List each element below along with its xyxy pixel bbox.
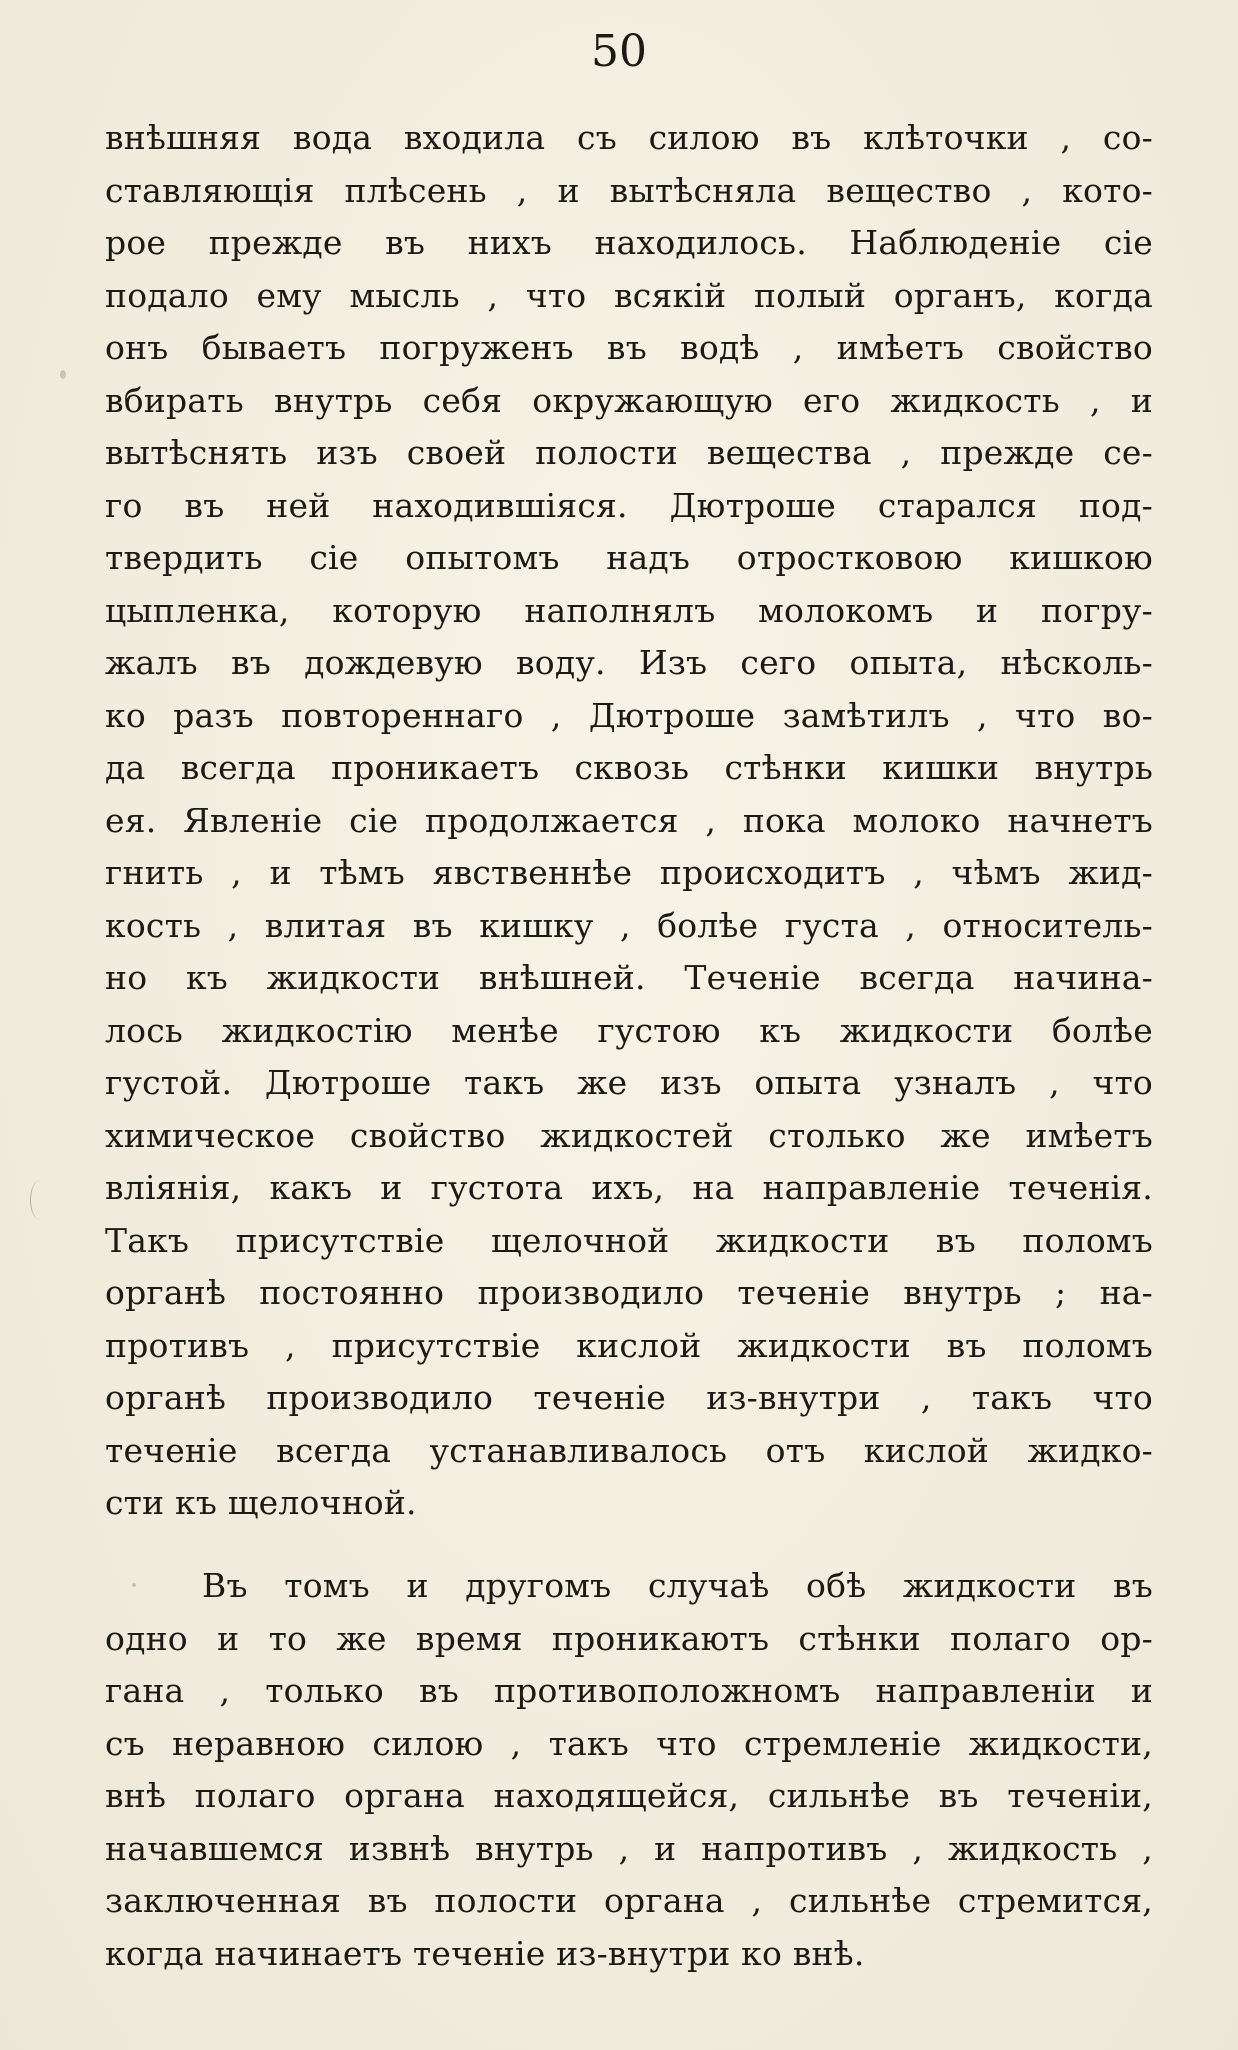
page-number: 50 [591,26,647,77]
paragraph-1 [105,112,1153,1530]
text-line: цыпленка, которую наполнялъ молокомъ и погру- [105,590,1153,630]
text-line: гнить , и тѣмъ явственнѣе происходитъ , чѣмъ жид- [105,853,1153,892]
paragraph-2 [105,1560,1153,1980]
text-line: твердить сіе опытомъ надъ отростковою кишкою [105,538,1153,577]
text-line: рое прежде въ нихъ находилось. Наблюденіе сіе [105,223,1153,262]
text-line: подало ему мысль , что всякій полый органъ, когда [105,275,1153,315]
text-line: начавшемся извнѣ внутрь , и напротивъ , жидкость , [105,1828,1153,1868]
text-line: съ неравною силою , такъ что стремленіе жидкости, [105,1723,1153,1763]
text-line: го въ ней находившіяся. Дютроше старался под- [105,485,1153,525]
text-line: теченіе всегда устанавливалось отъ кислой жидко- [105,1430,1153,1470]
ink-speck [60,370,66,379]
text-line: сти къ щелочной. [105,1483,417,1522]
text-line: ставляющія плѣсень , и вытѣсняла вещество , кото- [105,170,1153,210]
text-line: внѣшняя вода входила съ силою въ клѣточки , со- [105,118,1153,157]
text-line: но къ жидкости внѣшней. Теченіе всегда начина- [105,958,1153,997]
text-line: ко разъ повтореннаго , Дютроше замѣтилъ , что во- [105,695,1153,735]
ink-speck [132,1583,136,1587]
text-line: лось жидкостію менѣе густою къ жидкости болѣе [105,1010,1153,1050]
text-line: Въ томъ и другомъ случаѣ обѣ жидкости въ [202,1566,1153,1605]
text-line: густой. Дютроше такъ же изъ опыта узналъ , что [105,1063,1153,1102]
text-line: Такъ присутствіе щелочной жидкости въ поломъ [105,1220,1153,1260]
text-line: химическое свойство жидкостей столько же имѣетъ [105,1115,1153,1155]
text-line: вбирать внутрь себя окружающую его жидкость , и [105,380,1153,420]
text-line: гана , только въ противоположномъ направленіи и [105,1671,1153,1710]
text-line: вытѣснять изъ своей полости вещества , прежде се- [105,433,1153,472]
text-line: кость , влитая въ кишку , болѣе густа , относитель- [105,905,1153,945]
text-line: внѣ полаго органа находящейся, сильнѣе въ теченіи, [105,1776,1153,1815]
text-line: органѣ производило теченіе из-внутри , такъ что [105,1378,1153,1417]
text-line: вліянія, какъ и густота ихъ, на направленіе теченія. [105,1168,1153,1207]
text-line: да всегда проникаетъ сквозь стѣнки кишки внутрь [105,748,1153,787]
text-line: органѣ постоянно производило теченіе внутрь ; на- [105,1273,1153,1312]
text-line: одно и то же время проникаютъ стѣнки полаго ор- [105,1618,1153,1658]
page-crease [30,1180,51,1220]
text-line: онъ бываетъ погруженъ въ водѣ , имѣетъ свойство [105,328,1153,367]
text-line: когда начинаетъ теченіе из-внутри ко внѣ. [105,1933,865,1973]
text-line: заключенная въ полости органа , сильнѣе стремится, [105,1881,1153,1920]
text-line: противъ , присутствіе кислой жидкости въ поломъ [105,1325,1153,1365]
text-line: жалъ въ дождевую воду. Изъ сего опыта, нѣсколь- [105,643,1153,682]
text-line: ея. Явленіе сіе продолжается , пока молоко начнетъ [105,800,1153,840]
